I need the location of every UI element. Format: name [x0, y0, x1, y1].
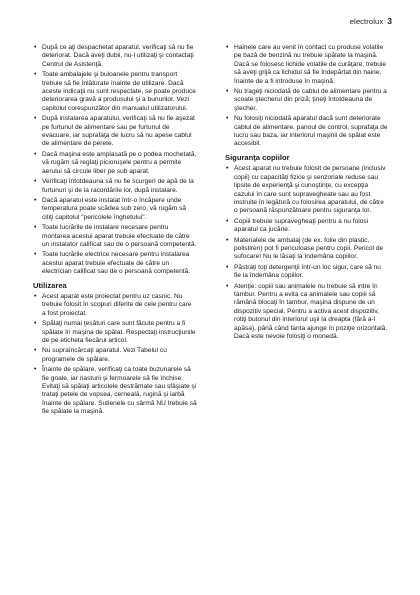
left-column [33, 44, 197, 419]
list-item: • Verificaţi întotdeauna să nu fie scurgeri de apă de la furtunuri şi de la racordările lor, după instalare. [33, 178, 197, 195]
list-item: • Păstraţi toţi detergenţii într-un loc sigur, care să nu fie la îndemâna copiilor. [225, 264, 389, 281]
list-item: • Spălaţi numai ţesături care sunt făcute pentru a fi spălate în maşina de spălat. Respectaţi instrucţiunile de pe eticheta fiecărui articol. [33, 320, 197, 345]
list-item: • Toate lucrările de instalare necesare pentru montarea acestui aparat trebuie efectuate de către un instalator calificat sau de o persoană competentă. [33, 224, 197, 249]
list-item: • După ce aţi despachetat aparatul, verificaţi să nu fie deteriorat. Dacă aveţi dubii, nu-l utilizaţi şi contactaţi Centrul de Asistenţă. [33, 44, 197, 69]
list-item: • Nu trageţi niciodată de cablul de alimentare pentru a scoate ştecherul din priză; ţineţi întotdeauna de ştecher. [225, 88, 389, 113]
brand-name: electrolux [349, 17, 384, 26]
list-item: • Toate ambalajele şi buloanele pentru transport trebuie să fie înlăturate înainte de utilizare. Dacă aceste indicaţii nu sunt respectate, se poate produce deteriorarea gravă a produsului şi a bunurilor. Vezi capitolul corespunzător din manualul utilizatorului. [33, 71, 197, 113]
child-safety-list [225, 165, 389, 341]
page-number: 3 [387, 16, 392, 26]
list-item: • Înainte de spălare, verificaţi ca toate buzunarele să fie goale, iar nasturii şi fermoarele să fie închise. Evitaţi să spălaţi articolele destrămate sau sfâşiate şi trataţi petele de vopsea, cerneală, rugină şi iarbă înainte de spălare. Sutienele cu sârmă NU trebuie să fie spălate la maşină. [33, 366, 197, 416]
list-item: • Hainele care au venit în contact cu produse volatile pe bază de benzină nu trebuie spălate la maşină. Dacă se folosesc lichide volatile de curăţare, trebuie să aveţi grijă ca lichidul să fie îndepărtat din haine, înainte de a fi introduse în maşină. [225, 44, 389, 86]
section-title-child-safety: Siguranţa copiilor [225, 152, 290, 162]
list-item: • Nu supraîncărcaţi aparatul. Vezi Tabelul cu programele de spălare. [33, 347, 197, 364]
list-item: • Dacă maşina este amplasată pe o podea mochetată, vă rugăm să reglaţi picioruşele pentru a permite aerului să circule liber pe sub aparat. [33, 151, 197, 176]
installation-list [33, 44, 197, 277]
right-column [225, 44, 389, 343]
list-item: • După instalarea aparatului, verificaţi să nu fie aşezat pe furtunul de alimentare sau pe furtunul de evacuare, iar suprafaţa de lucru să nu apese cablul de alimentare de perete. [33, 115, 197, 149]
section-title-usage: Utilizarea [33, 280, 67, 290]
list-item: • Materialele de ambalaj (de ex. folie din plastic, polistiren) pot fi periculoase pentru copii. Pericol de sufocare! Nu le lăsaţi la îndemâna copiilor. [225, 237, 389, 262]
list-item: • Acest aparat nu trebuie folosit de persoane (inclusiv copii) cu capacităţi fizice şi senzoriale reduse sau lipsite de experienţă şi cunoştinţe, cu excepţia cazului în care sunt supravegheate sau au fost instruite în legătură cu folosirea aparatului, de către o persoană răspunzătoare pentru siguranţa lor. [225, 165, 389, 215]
list-item: • Atenţie: copiii sau animalele nu trebuie să intre în tambur. Pentru a evita ca animalele sau copiii să rămână blocaţi în tambur, maşina dispune de un dispozitiv special. Pentru a activa acest dispozitiv, rotiţi butonul din interiorul uşii la dreapta (fără a-l apăsa), până când fanta ajunge în poziţie orizontală. Dacă este nevoie folosiţi o monedă. [225, 283, 389, 342]
list-item: • Dacă aparatul este instalat într-o încăpere unde temperatura poate scădea sub zero, vă rugăm să citiţi capitolul "pericolele înghetului". [33, 197, 197, 222]
list-item: • Acest aparat este proiectat pentru uz casnic. Nu trebuie folosit în scopuri diferite de cele pentru care a fost proiectat. [33, 293, 197, 318]
list-item: • Toate lucrările electrice necesare pentru instalarea acestui aparat trebuie efectuate de către un electrician calificat sau de o persoană competentă. [33, 251, 197, 276]
page-header [350, 16, 392, 26]
list-item: • Nu folosiţi niciodată aparatul dacă sunt deteriorate cablul de alimentare, panoul de control, suprafaţa de lucru sau baza, iar interiorul maşinii de spălat este accesibil. [225, 115, 389, 149]
usage-list-continued [225, 44, 389, 149]
usage-list [33, 293, 197, 417]
list-item: • Copiii trebuie supravegheaţi pentru a nu folosi aparatul ca jucărie. [225, 218, 389, 235]
